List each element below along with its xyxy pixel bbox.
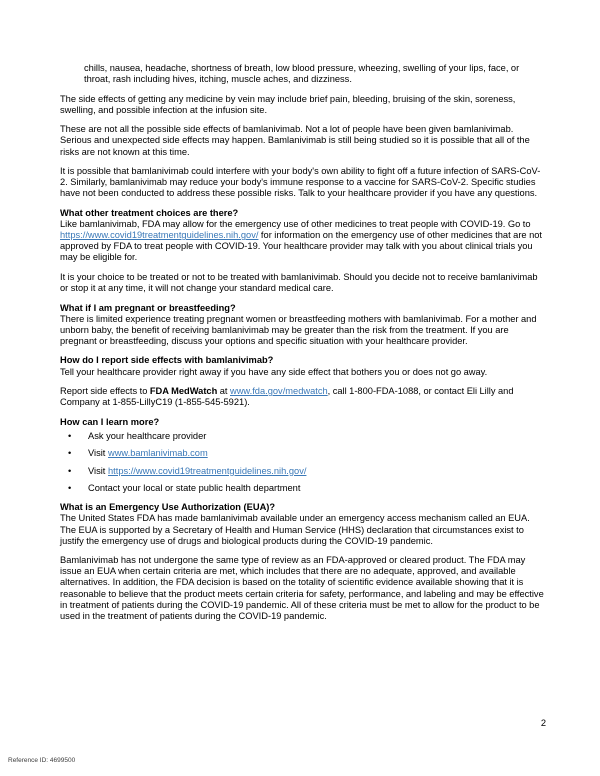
heading-learn-more: How can I learn more? [60, 416, 160, 427]
other-treatment-paragraph [60, 219, 546, 263]
link-covid19-treatment-guidelines[interactable]: https://www.covid19treatmentguidelines.nih.gov/ [60, 230, 259, 241]
link-fda-medwatch[interactable]: www.fda.gov/medwatch [230, 386, 328, 397]
not-all-side-effects-paragraph: These are not all the possible side effects of bamlanivimab. Not a lot of people have been given bamlanivimab. Serious and unexpected side effects may happen. Bamlanivimab is still being studied so it is possible that all of the risks are not known at this time. [60, 124, 530, 157]
fda-medwatch-label: FDA MedWatch [149, 386, 218, 397]
infusion-site-paragraph: The side effects of getting any medicine by vein may include brief pain, bleeding, bruising of the skin, soreness, swelling, and possible infection at the infusion site. [60, 93, 516, 115]
list-item [60, 483, 546, 494]
heading-pregnant-breastfeeding: What if I am pregnant or breastfeeding? [60, 302, 236, 313]
medwatch-mid-text: at [217, 386, 230, 397]
treatment-choice-paragraph: It is your choice to be treated or not to be treated with bamlanivimab. Should you decide not to receive bamlanivimab or stop it at any time, it will not change your standard medical care. [60, 271, 538, 293]
list-item [60, 431, 546, 442]
other-treatment-text-before-link: Like bamlanivimab, FDA may allow for the emergency use of other medicines to treat people with COVID-19. Go to [60, 219, 531, 230]
heading-other-treatment-choices: What other treatment choices are there? [60, 207, 239, 218]
list-item-text: Visit [88, 448, 108, 459]
list-item-text: Ask your healthcare provider [88, 430, 207, 441]
page-number: 2 [540, 718, 546, 728]
learn-more-list [60, 431, 546, 494]
pregnant-breastfeeding-paragraph: There is limited experience treating pregnant women or breastfeeding mothers with bamlanivimab. For a mother and unborn baby, the benefit of receiving bamlanivimab may be greater than the risk from the treatment. If you are pregnant or breastfeeding, discuss your options and specific situation with your healthcare provider. [60, 313, 537, 346]
report-side-effects-paragraph: Tell your healthcare provider right away if you have any side effect that bothers you or does not go away. [60, 366, 488, 377]
medwatch-suffix-text: , call 1-800-FDA-1088, or contact Eli Lilly and Company at 1-855-LillyC19 (1-855-545-5921). [60, 386, 514, 408]
bullet-icon: • [68, 448, 72, 459]
continued-bullet-paragraph: chills, nausea, headache, shortness of breath, low blood pressure, wheezing, swelling of your lips, face, or throat, rash including hives, itching, muscle aches, and dizziness. [84, 63, 520, 85]
bullet-icon: • [68, 465, 72, 476]
eua-definition-paragraph: The United States FDA has made bamlanivimab available under an emergency access mechanism called an EUA. The EUA is supported by a Secretary of Health and Human Service (HHS) declaration that circumstances exist to justify the emergency use of drugs and biological products during the COVID-19 pandemic. [60, 513, 530, 546]
heading-emergency-use-authorization: What is an Emergency Use Authorization (EUA)? [60, 502, 276, 513]
bullet-icon: • [68, 430, 72, 441]
link-covid19-treatment-guidelines-list[interactable]: https://www.covid19treatmentguidelines.nih.gov/ [107, 465, 307, 476]
heading-report-side-effects: How do I report side effects with bamlanivimab? [60, 355, 274, 366]
medwatch-reporting-paragraph [60, 386, 546, 408]
document-body [60, 63, 546, 622]
bullet-icon: • [68, 482, 72, 493]
link-bamlanivimab-com[interactable]: www.bamlanivimab.com [107, 448, 208, 459]
eua-review-criteria-paragraph: Bamlanivimab has not undergone the same type of review as an FDA-approved or cleared product. The FDA may issue an EUA when certain criteria are met, which includes that there are no adequate, approved, and available alternatives. In addition, the FDA decision is based on the totality of scientific evidence available showing that it is reasonable to believe that the product meets certain criteria for safety, performance, and labeling and may be effective in treatment of patients during the COVID-19 pandemic. All of these criteria must be met to allow for the product to be used in the treatment of patients during the COVID-19 pandemic. [60, 555, 544, 621]
reference-id-footer: Reference ID: 4699500 [8, 757, 76, 764]
other-treatment-text-after-link: for information on the emergency use of other medicines that are not approved by FDA to treat people with COVID-19. Your healthcare provider may talk with you about clinical trials you may be eligible for. [60, 230, 542, 263]
list-item-text: Contact your local or state public health department [88, 482, 301, 493]
list-item [60, 448, 546, 459]
list-item-text: Visit [88, 465, 108, 476]
medwatch-prefix-text: Report side effects to [60, 386, 150, 397]
immune-interference-paragraph: It is possible that bamlanivimab could interfere with your body's own ability to fight off a future infection of SARS-CoV-2. Similarly, bamlanivimab may reduce your body's immune response to a vaccine for SARS-CoV-2. Specific studies have not been conducted to address these possible risks. Talk to your healthcare provider if you have any questions. [60, 166, 541, 199]
list-item [60, 466, 546, 477]
